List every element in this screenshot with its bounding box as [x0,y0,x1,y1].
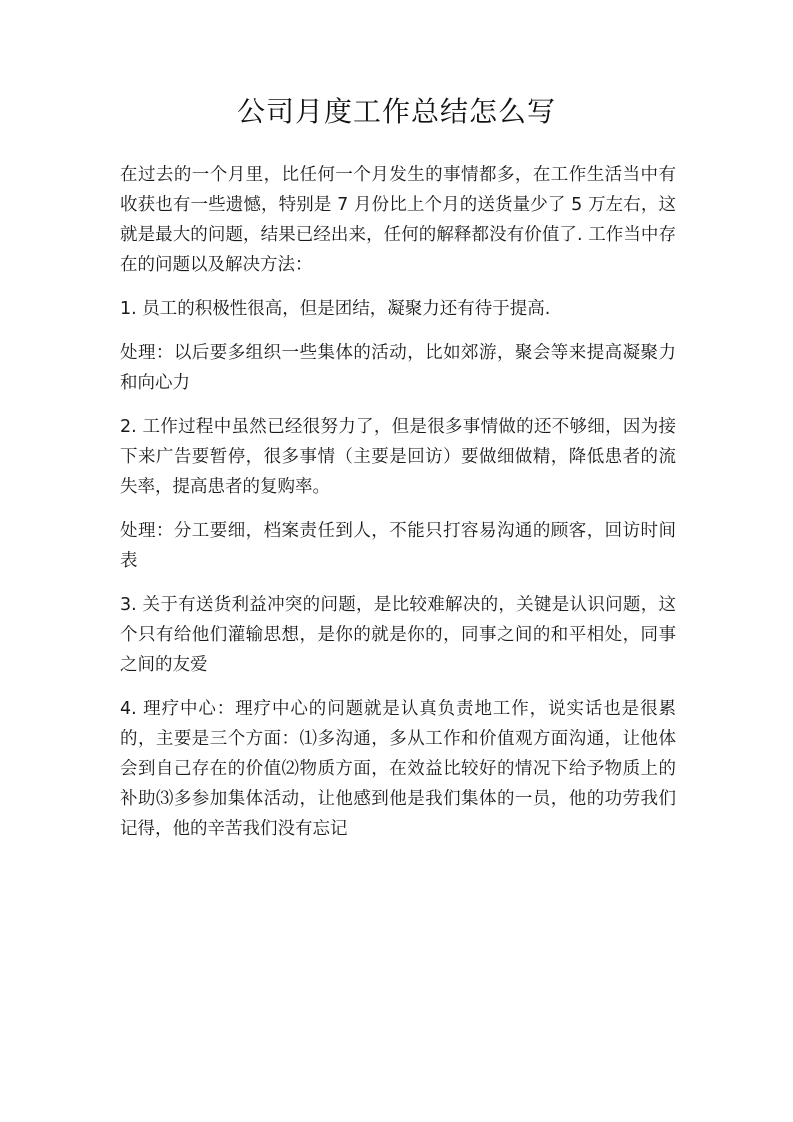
document-body [120,160,676,858]
paragraph-handling-1: 处理：以后要多组织一些集体的活动，比如郊游，聚会等来提高凝聚力和向心力 [120,343,676,393]
document-title: 公司月度工作总结怎么写 [236,95,556,128]
paragraph-item-4: 4. 理疗中心：理疗中心的问题就是认真负责地工作，说实话也是很累的，主要是三个方面：⑴多沟通，多从工作和价值观方面沟通，让他体会到自己存在的价值⑵物质方面，在效益比较好的情况下给予物质上的补助⑶多参加集体活动，让他感到他是我们集体的一员，他的功劳我们记得，他的辛苦我们没有忘记 [120,699,676,839]
paragraph-handling-2: 处理：分工要细，档案责任到人，不能只打容易沟通的顾客，回访时间表 [120,521,676,571]
paragraph-intro: 在过去的一个月里，比任何一个月发生的事情都多，在工作生活当中有收获也有一些遗憾，特别是 7 月份比上个月的送货量少了 5 万左右，这就是最大的问题，结果已经出来，任何的解释都没有价值了. 工作当中存在的问题以及解决方法： [120,165,676,275]
paragraph-item-2: 2. 工作过程中虽然已经很努力了，但是很多事情做的还不够细，因为接下来广告要暂停，很多事情（主要是回访）要做细做精，降低患者的流失率，提高患者的复购率。 [120,417,676,497]
paragraph-item-1: 1. 员工的积极性很高，但是团结，凝聚力还有待于提高. [120,299,551,319]
paragraph-item-3: 3. 关于有送货利益冲突的问题，是比较难解决的，关键是认识问题，这个只有给他们灌输思想，是你的就是你的，同事之间的和平相处，同事之间的友爱 [120,595,676,675]
